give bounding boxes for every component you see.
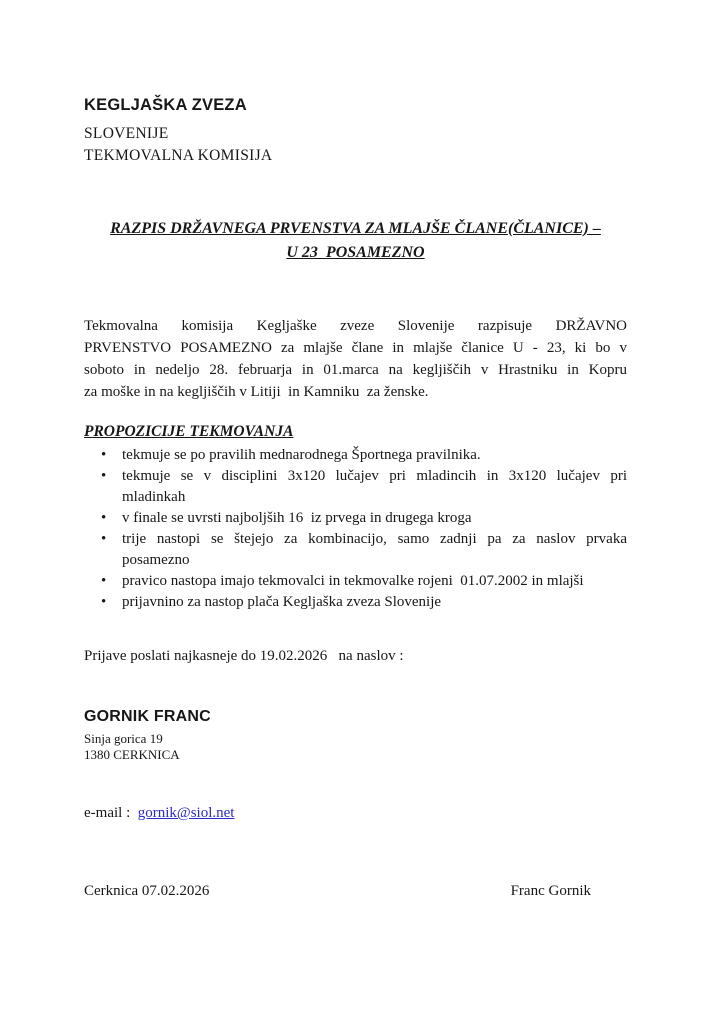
email-label: e-mail : (84, 805, 138, 821)
org-country: SLOVENIJE (84, 125, 169, 142)
list-item-text: pravico nastopa imajo tekmovalci in tekmovalke rojeni 01.07.2002 in mlajši (122, 573, 584, 589)
bullet-icon: • (101, 594, 107, 610)
bullet-icon: • (101, 510, 107, 526)
email-line (84, 802, 627, 824)
propositions-list (84, 445, 627, 613)
list-item-text: v finale se uvrsti najboljših 16 iz prvega in drugega kroga (122, 510, 472, 526)
document-title (84, 217, 627, 265)
contact-block (84, 707, 627, 762)
document-title-row1 (84, 217, 627, 241)
list-item-text: tekmuje se po pravilih mednarodnega Športnega pravilnika. (122, 447, 481, 463)
list-item (84, 508, 627, 529)
intro-paragraph (84, 315, 627, 403)
bullet-icon: • (101, 447, 107, 463)
list-item (84, 466, 627, 508)
list-item (84, 529, 627, 571)
email-link[interactable]: gornik@siol.net (137, 805, 235, 821)
bullet-icon: • (101, 468, 107, 484)
document-title-line1: RAZPIS DRŽAVNEGA PRVENSTVA ZA MLAJŠE ČLANE(ČLANICE) – (110, 220, 601, 237)
intro-line: soboto in nedeljo 28. februarja in 01.marca na kegljiščih v Hrastniku in Kopru (84, 362, 627, 378)
intro-line: za moške in na kegljiščih v Litiji in Kamniku za ženske. (84, 384, 429, 400)
deadline-line: Prijave poslati najkasneje do 19.02.2026 na naslov : (84, 648, 404, 664)
bullet-icon: • (101, 573, 107, 589)
contact-city: 1380 CERKNICA (84, 746, 180, 762)
list-item-text: tekmuje se v disciplini 3x120 lučajev pri mladincih in 3x120 lučajev pri mladinkah (122, 468, 627, 505)
intro-line: Tekmovalna komisija Kegljaške zveze Slovenije razpisuje DRŽAVNO (84, 318, 627, 334)
place-date: Cerknica 07.02.2026 (84, 883, 210, 899)
signature-row (84, 880, 627, 902)
bullet-icon: • (101, 531, 107, 547)
document-title-line2: U 23 POSAMEZNO (286, 244, 425, 261)
letterhead (84, 95, 627, 167)
org-committee: TEKMOVALNA KOMISIJA (84, 147, 273, 164)
list-item-text: prijavnino za nastop plača Kegljaška zveza Slovenije (122, 594, 442, 610)
contact-name: GORNIK FRANC (84, 708, 211, 725)
contact-street: Sinja gorica 19 (84, 731, 163, 746)
list-item (84, 571, 627, 592)
propositions-heading: PROPOZICIJE TEKMOVANJA (84, 423, 294, 440)
document-title-row2 (84, 241, 627, 265)
list-item (84, 592, 627, 613)
signature-name: Franc Gornik (510, 883, 591, 899)
org-name: KEGLJAŠKA ZVEZA (84, 96, 247, 114)
list-item-text: trije nastopi se štejejo za kombinacijo, samo zadnji pa za naslov prvaka posamezno (122, 531, 627, 568)
contact-address (84, 731, 627, 762)
intro-line: PRVENSTVO POSAMEZNO za mlajše člane in mlajše članice U - 23, ki bo v (84, 340, 627, 356)
list-item (84, 445, 627, 466)
